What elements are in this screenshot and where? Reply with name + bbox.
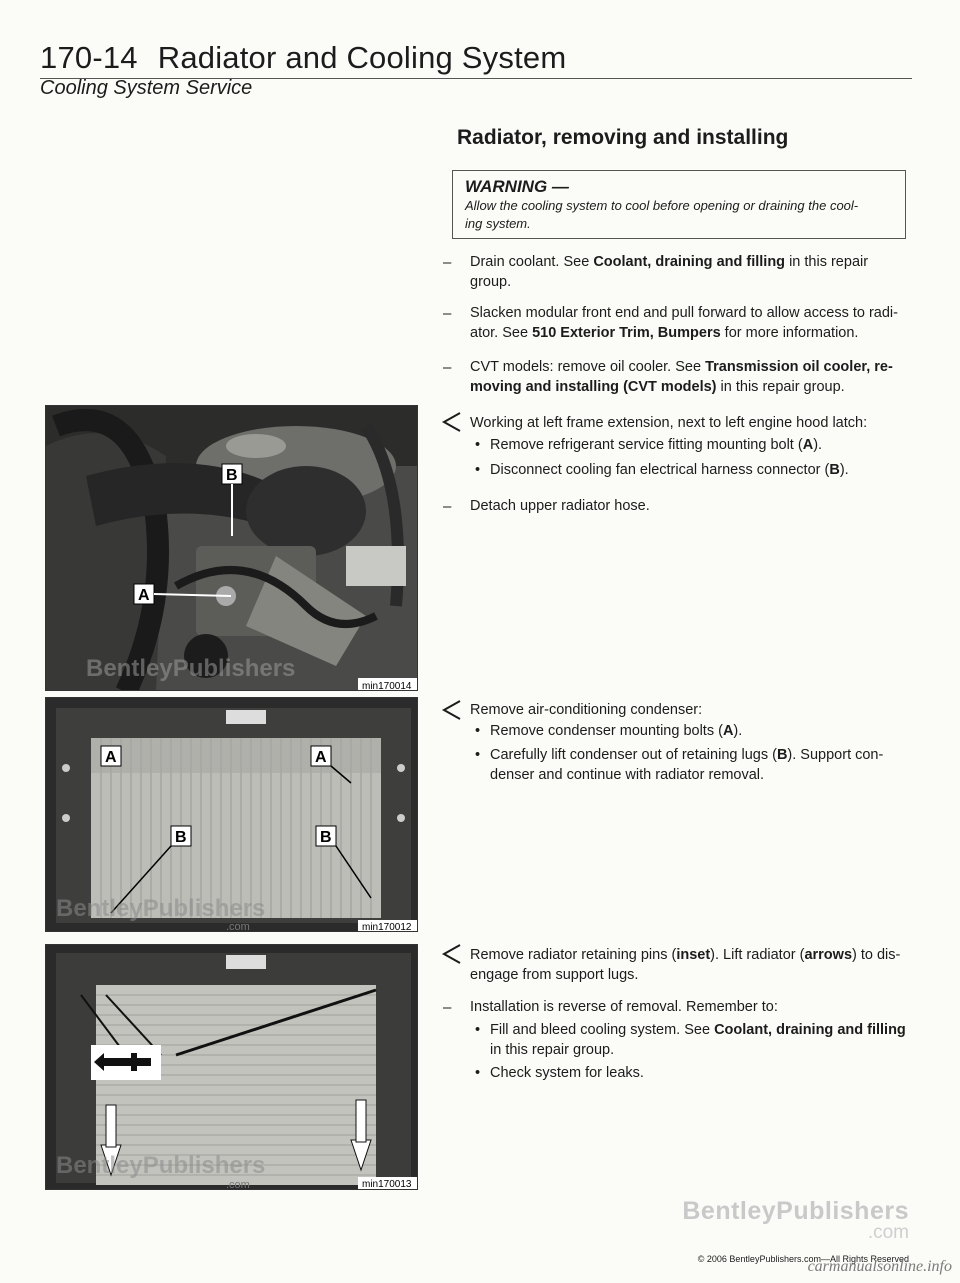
- page-number: 170-14: [40, 40, 138, 75]
- step-text: ). Support con-: [787, 747, 884, 763]
- step-slacken-front-end: [470, 304, 910, 343]
- warning-text-line2: ing system.: [465, 216, 531, 231]
- figure-id: min170013: [362, 1179, 412, 1190]
- cross-reference: 510 Exterior Trim, Bumpers: [532, 324, 721, 341]
- step-text: ).: [733, 723, 743, 739]
- bullet: •: [475, 462, 481, 478]
- step-drain-coolant: [470, 253, 910, 292]
- step-text: Drain coolant. See: [470, 254, 594, 270]
- step-text: Disconnect cooling fan electrical harness connector (: [490, 462, 830, 478]
- figure-pointer-icon: [440, 410, 464, 434]
- photo-watermark-com: .com: [226, 1179, 250, 1190]
- cross-reference: moving and installing (CVT models): [470, 378, 717, 395]
- step-dash: –: [443, 999, 452, 1016]
- page-header: [40, 38, 912, 99]
- page-title: [40, 38, 912, 78]
- step-text: denser and continue with radiator removal.: [490, 766, 765, 783]
- substep-check-leaks: Check system for leaks.: [490, 1065, 644, 1081]
- callout-ref: A: [802, 437, 814, 453]
- photo-watermark: BentleyPublishers: [86, 655, 296, 682]
- callout-label-a-left: A: [105, 749, 117, 766]
- substep-fill-bleed: [490, 1021, 910, 1060]
- step-text: ).: [839, 462, 849, 478]
- step-text: ) to dis-: [852, 947, 901, 963]
- substep-condenser-bolts: [490, 722, 910, 742]
- step-text: engage from support lugs.: [470, 966, 639, 983]
- step-text: group.: [470, 273, 512, 290]
- step-retaining-pins: [470, 946, 910, 985]
- step-text: CVT models: remove oil cooler. See: [470, 359, 706, 375]
- step-text: Fill and bleed cooling system. See: [490, 1022, 715, 1038]
- cross-reference: Transmission oil cooler, re-: [705, 359, 893, 375]
- bullet: •: [475, 1022, 481, 1038]
- callout-label-a: A: [138, 587, 150, 604]
- cross-reference: Coolant, draining and filling: [593, 254, 786, 270]
- step-text: Slacken modular front end and pull forward to allow access to radi-: [470, 305, 898, 321]
- bullet: •: [475, 747, 481, 763]
- step-text: for more information.: [720, 324, 859, 341]
- photo-engine-bay: [45, 405, 418, 691]
- step-left-frame-extension: Working at left frame extension, next to left engine hood latch:: [470, 415, 868, 431]
- step-text: Remove refrigerant service fitting mounting bolt (: [490, 437, 803, 453]
- callout-ref: arrows: [804, 947, 853, 963]
- substep-lift-condenser: [490, 746, 910, 785]
- step-dash: –: [443, 359, 452, 376]
- substep-refrigerant-bolt: [490, 436, 910, 456]
- step-text: ator. See: [470, 324, 533, 341]
- figure-pointer-icon: [440, 942, 464, 966]
- step-text: in this repair group.: [716, 378, 845, 395]
- callout-label-b-left: B: [175, 829, 187, 846]
- figure-pointer-icon: [440, 698, 464, 722]
- step-upper-hose: Detach upper radiator hose.: [470, 498, 650, 514]
- substep-fan-connector: [490, 461, 910, 481]
- photo-watermark-com: .com: [226, 921, 250, 932]
- step-text: in this repair group.: [490, 1041, 615, 1058]
- figure-id: min170012: [362, 922, 412, 932]
- bullet: •: [475, 437, 481, 453]
- callout-ref: A: [722, 723, 734, 739]
- step-text: ).: [813, 437, 823, 453]
- photo-radiator: [45, 944, 418, 1190]
- step-text: Remove condenser mounting bolts (: [490, 723, 723, 739]
- step-dash: –: [443, 305, 452, 322]
- section-title: Radiator, removing and installing: [457, 126, 789, 149]
- step-text: Carefully lift condenser out of retaining lugs (: [490, 747, 777, 763]
- callout-ref: inset: [676, 947, 711, 963]
- warning-box: [452, 170, 906, 239]
- copyright: © 2006 BentleyPublishers.com—All Rights Reserved: [697, 1254, 909, 1264]
- cross-reference: Coolant, draining and filling: [714, 1022, 906, 1038]
- bullet: •: [475, 723, 481, 739]
- callout-label-b: B: [226, 467, 238, 484]
- callout-ref: B: [829, 462, 840, 478]
- step-dash: –: [443, 254, 452, 271]
- chapter-title: Radiator and Cooling System: [157, 40, 567, 75]
- publisher-logo: [682, 1198, 909, 1242]
- step-remove-condenser: Remove air-conditioning condenser:: [470, 702, 703, 718]
- photo-watermark: BentleyPublishers: [56, 1152, 266, 1179]
- warning-text-line1: Allow the cooling system to cool before opening or draining the cool-: [465, 198, 859, 213]
- step-dash: –: [443, 498, 452, 515]
- figure-id: min170014: [362, 681, 412, 691]
- callout-label-b-right: B: [320, 829, 332, 846]
- step-installation: Installation is reverse of removal. Remember to:: [470, 999, 778, 1015]
- logo-com: .com: [867, 1222, 909, 1243]
- photo-watermark: BentleyPublishers: [56, 895, 266, 922]
- step-text: in this repair: [785, 254, 869, 270]
- warning-title: WARNING —: [465, 177, 569, 196]
- step-cvt-oil-cooler: [470, 358, 910, 397]
- callout-ref: B: [776, 747, 788, 763]
- page-subtitle: Cooling System Service: [40, 77, 253, 99]
- site-watermark: carmanualsonline.info: [807, 1258, 952, 1275]
- bullet: •: [475, 1065, 481, 1081]
- photo-condenser: [45, 697, 418, 932]
- callout-label-a-right: A: [315, 749, 327, 766]
- step-text: Remove radiator retaining pins (: [470, 947, 677, 963]
- step-text: ). Lift radiator (: [710, 947, 805, 963]
- logo-text: BentleyPublishers: [682, 1197, 909, 1225]
